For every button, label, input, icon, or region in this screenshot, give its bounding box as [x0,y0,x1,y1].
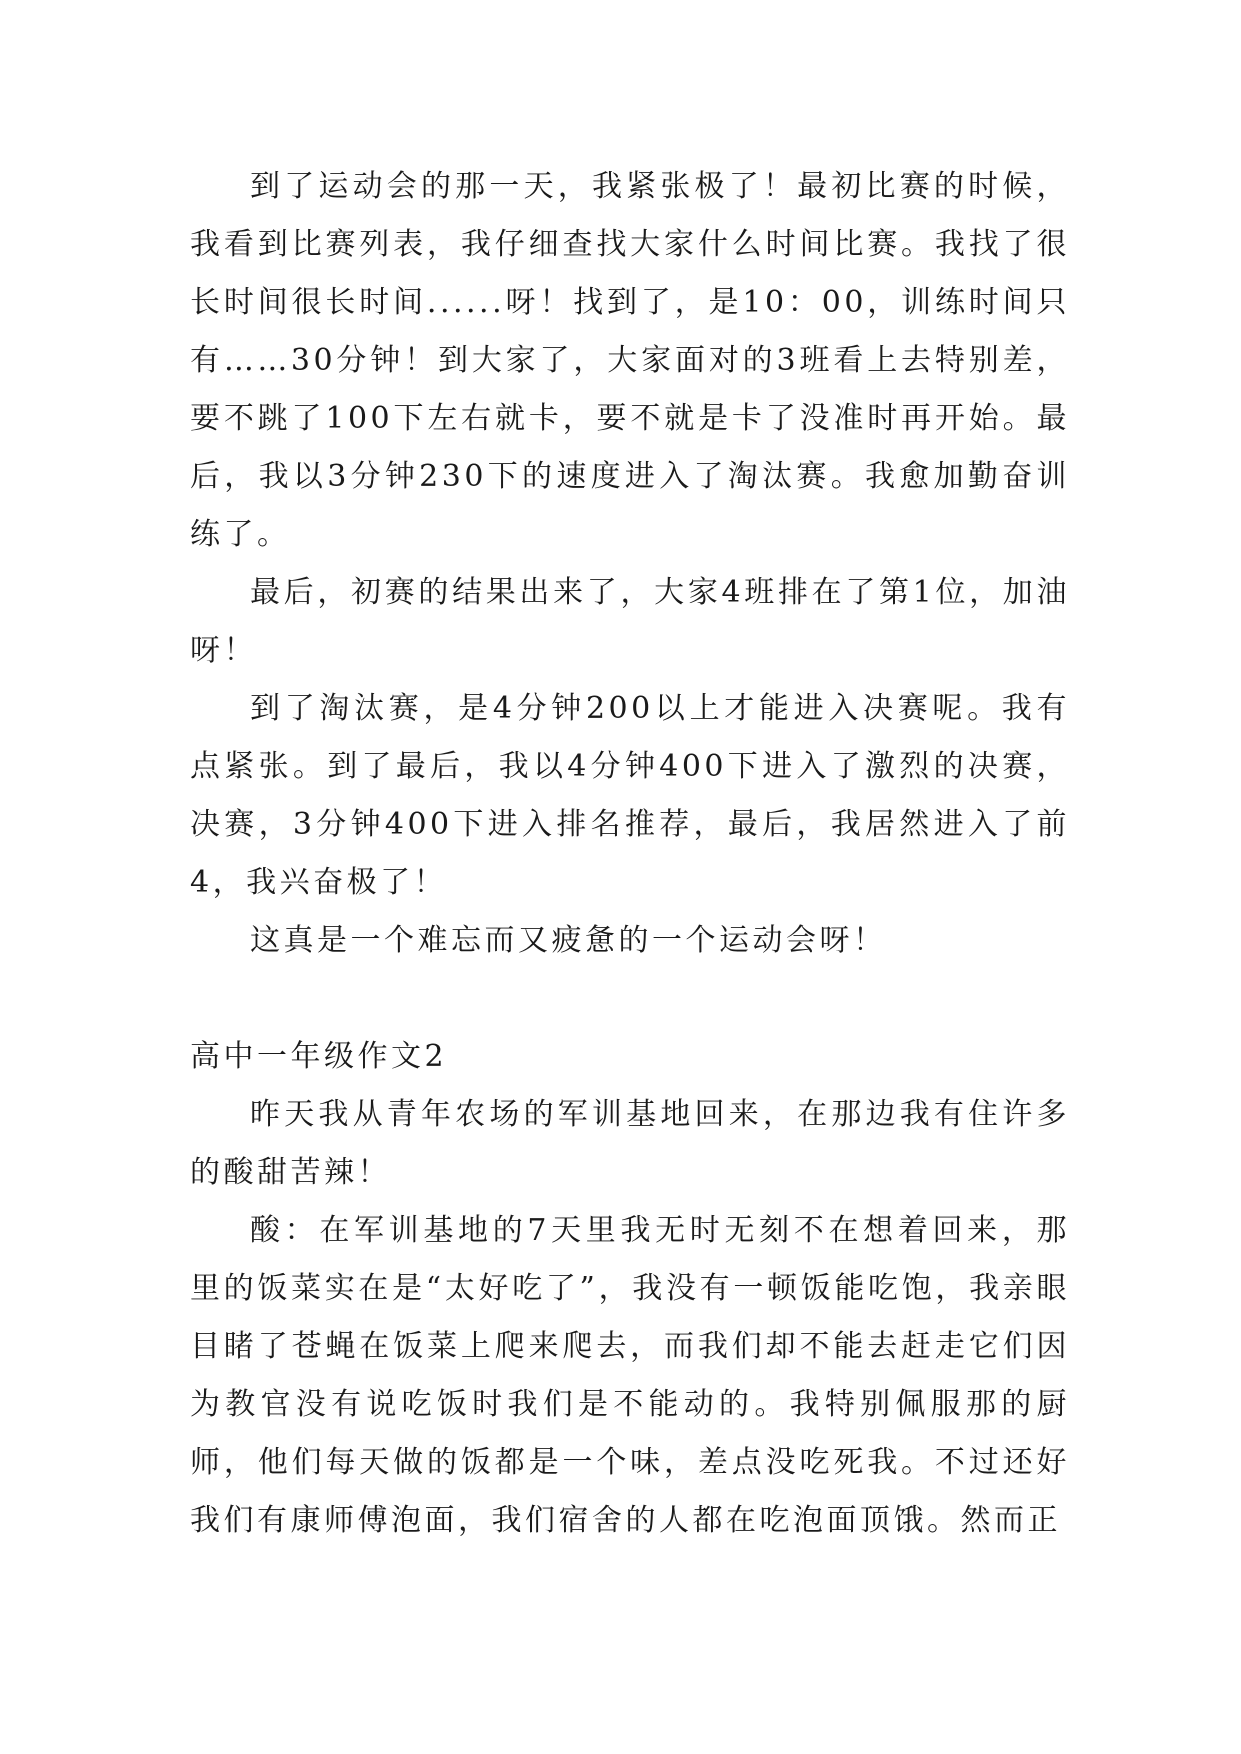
document-page [190,158,1070,1550]
paragraph-knockout: 到了淘汰赛，是4分钟200以上才能进入决赛呢。我有点紧张。到了最后，我以4分钟400下进入了激烈的决赛，决赛，3分钟400下进入排名推荐，最后，我居然进入了前4，我兴奋极了！ [190,691,1070,900]
essay-heading: 高中一年级作文2 [190,1039,448,1074]
paragraph-military-training-intro: 昨天我从青年农场的军训基地回来，在那边我有住许多的酸甜苦辣！ [190,1097,1070,1190]
paragraph-sports-day: 到了运动会的那一天，我紧张极了！最初比赛的时候，我看到比赛列表，我仔细查找大家什么时间比赛。我找了很长时间很长时间......呀！找到了，是10：00，训练时间只有……30分钟！到大家了，大家面对的3班看上去特别差，要不跳了100下左右就卡，要不就是卡了没准时再开始。最后，我以3分钟230下的速度进入了淘汰赛。我愈加勤奋训练了。 [190,169,1070,552]
paragraph-conclusion: 这真是一个难忘而又疲惫的一个运动会呀！ [250,923,887,958]
paragraph-sour: 酸：在军训基地的7天里我无时无刻不在想着回来，那里的饭菜实在是“太好吃了”，我没有一顿饭能吃饱，我亲眼目睹了苍蝇在饭菜上爬来爬去，而我们却不能去赶走它们因为教官没有说吃饭时我们是不能动的。我特别佩服那的厨师，他们每天做的饭都是一个味，差点没吃死我。不过还好我们有康师傅泡面，我们宿舍的人都在吃泡面顶饿。然而正 [190,1213,1070,1538]
paragraph-preliminary-result: 最后，初赛的结果出来了，大家4班排在了第1位，加油呀！ [190,575,1070,668]
